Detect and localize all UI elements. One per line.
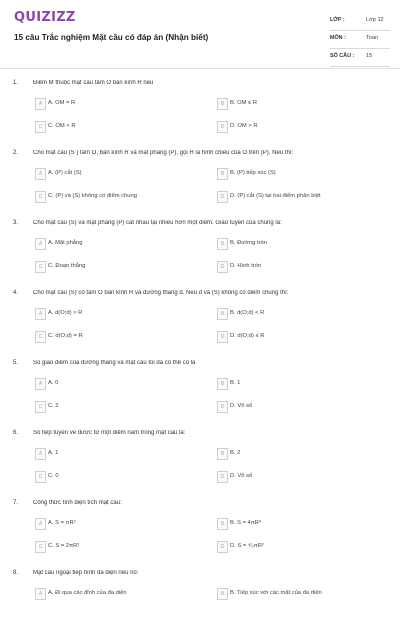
option-b[interactable]	[217, 168, 391, 179]
option-d[interactable]	[217, 401, 391, 412]
option-text: D. S = ⁴⁄₃πR²	[230, 543, 264, 549]
question-text: Cho mặt cầu (S ) tâm O, bán kính R và mặt phẳng (P), gọi H là hình chiếu của O trên (P). Nếu thì:	[33, 150, 294, 156]
meta-label: LỚP :	[330, 17, 345, 23]
option-a[interactable]	[35, 448, 209, 459]
question-number: 8.	[13, 570, 19, 576]
question-item	[0, 288, 400, 358]
option-text: C. (P) và (S) không có điểm chung	[48, 193, 137, 199]
option-a[interactable]	[35, 238, 209, 249]
question-text: Công thức tính diện tích mặt cầu:	[33, 500, 122, 506]
question-item	[0, 568, 400, 638]
option-d[interactable]	[217, 261, 391, 272]
question-number: 6.	[13, 430, 19, 436]
option-text: B. Đường tròn	[230, 240, 268, 246]
option-text: A. 0	[48, 380, 59, 386]
question-number: 4.	[13, 290, 19, 296]
option-text: D. (P) cắt (S) tại hai điểm phân biệt	[230, 193, 321, 199]
meta-value: Lớp 12	[366, 17, 384, 23]
option-a[interactable]	[35, 588, 209, 599]
option-letter: C	[35, 401, 46, 413]
option-d[interactable]	[217, 191, 391, 202]
option-letter: B	[217, 378, 228, 390]
option-text: A. OM = R	[48, 100, 76, 106]
option-text: B. S = 4πR³	[230, 520, 261, 526]
option-a[interactable]	[35, 168, 209, 179]
option-text: C. Đoạn thẳng	[48, 263, 86, 269]
option-letter: B	[217, 448, 228, 460]
question-number: 2.	[13, 150, 19, 156]
option-letter: A	[35, 98, 46, 110]
option-b[interactable]	[217, 518, 391, 529]
option-letter: C	[35, 261, 46, 273]
question-number: 3.	[13, 220, 19, 226]
option-b[interactable]	[217, 98, 391, 109]
option-text: D. Vô số	[230, 403, 253, 409]
option-text: C. S = 2πR²	[48, 543, 80, 549]
option-letter: B	[217, 308, 228, 320]
option-letter: D	[217, 541, 228, 553]
meta-row-grade	[330, 13, 390, 31]
option-letter: D	[217, 331, 228, 343]
option-text: B. OM ≤ R	[230, 100, 258, 106]
question-item	[0, 218, 400, 288]
option-d[interactable]	[217, 331, 391, 342]
meta-row-count	[330, 49, 390, 67]
option-text: B. d(O;d) < R	[230, 310, 265, 316]
question-text: Mặt cầu ngoại tiếp hình đa diện nếu nó:	[33, 570, 139, 576]
option-c[interactable]	[35, 541, 209, 552]
option-b[interactable]	[217, 308, 391, 319]
option-text: A. S = πR²	[48, 520, 76, 526]
option-letter: C	[35, 121, 46, 133]
meta-label: MÔN :	[330, 35, 346, 41]
option-text: D. Vô số	[230, 473, 253, 479]
meta-value: Toán	[366, 35, 379, 41]
option-letter: C	[35, 191, 46, 203]
option-letter: A	[35, 308, 46, 320]
option-letter: A	[35, 448, 46, 460]
option-b[interactable]	[217, 588, 391, 599]
option-letter: D	[217, 471, 228, 483]
option-letter: B	[217, 98, 228, 110]
question-text: Điểm M thuộc mặt cầu tâm O bán kính R nếu	[33, 80, 154, 86]
question-list	[0, 78, 400, 638]
option-a[interactable]	[35, 378, 209, 389]
option-text: B. (P) tiếp xúc (S)	[230, 170, 276, 176]
option-letter: D	[217, 121, 228, 133]
option-letter: A	[35, 378, 46, 390]
option-letter: D	[217, 191, 228, 203]
option-letter: B	[217, 588, 228, 600]
option-c[interactable]	[35, 261, 209, 272]
option-d[interactable]	[217, 471, 391, 482]
option-text: A. d(O;d) > R	[48, 310, 83, 316]
option-letter: C	[35, 471, 46, 483]
option-text: B. 2	[230, 450, 241, 456]
option-c[interactable]	[35, 191, 209, 202]
option-letter: B	[217, 518, 228, 530]
option-b[interactable]	[217, 448, 391, 459]
option-text: C. 2	[48, 403, 59, 409]
question-item	[0, 498, 400, 568]
option-text: A. Đi qua các đỉnh của đa diện	[48, 590, 127, 596]
option-c[interactable]	[35, 121, 209, 132]
option-text: B. Tiếp xúc với các mặt của đa diện	[230, 590, 322, 596]
option-letter: B	[217, 168, 228, 180]
option-text: C. 0	[48, 473, 59, 479]
meta-value: 15	[366, 53, 373, 59]
option-letter: C	[35, 541, 46, 553]
option-letter: D	[217, 401, 228, 413]
question-item	[0, 148, 400, 218]
meta-row-subject	[330, 31, 390, 49]
question-text: Cho mặt cầu (S) và mặt phẳng (P) cắt nhau tại nhiều hơn một điểm. Giao tuyến của chúng là:	[33, 220, 282, 226]
option-text: B. 1	[230, 380, 241, 386]
option-letter: A	[35, 168, 46, 180]
meta-info	[330, 13, 390, 67]
option-c[interactable]	[35, 471, 209, 482]
option-text: A. 1	[48, 450, 59, 456]
option-d[interactable]	[217, 541, 391, 552]
option-letter: A	[35, 238, 46, 250]
quizizz-logo: QUIZIZZ	[14, 10, 76, 25]
option-text: D. OM > R	[230, 123, 258, 129]
option-letter: D	[217, 261, 228, 273]
question-item	[0, 428, 400, 498]
question-number: 1.	[13, 80, 19, 86]
option-text: C. d(O;d) = R	[48, 333, 83, 339]
question-text: Số giao điểm của đường thẳng và mặt cầu tối đa có thể có là	[33, 360, 196, 366]
option-b[interactable]	[217, 238, 391, 249]
option-d[interactable]	[217, 121, 391, 132]
option-b[interactable]	[217, 378, 391, 389]
page-header	[0, 0, 400, 66]
question-item	[0, 78, 400, 148]
question-item	[0, 358, 400, 428]
option-letter: A	[35, 588, 46, 600]
option-c[interactable]	[35, 401, 209, 412]
option-text: D. Hình tròn	[230, 263, 262, 269]
question-text: Số tiếp tuyến vẽ được từ một điểm nằm trong mặt cầu là:	[33, 430, 186, 436]
option-text: D. d(O;d) ≤ R	[230, 333, 265, 339]
option-letter: A	[35, 518, 46, 530]
option-text: A. Mặt phẳng	[48, 240, 83, 246]
question-text: Cho mặt cầu (S) có tâm O bán kính R và đường thẳng d. Nếu d và (S) không có điểm chung thì:	[33, 290, 289, 296]
option-a[interactable]	[35, 308, 209, 319]
option-a[interactable]	[35, 98, 209, 109]
header-divider	[0, 68, 400, 69]
option-letter: B	[217, 238, 228, 250]
question-number: 7.	[13, 500, 19, 506]
option-text: A. (P) cắt (S)	[48, 170, 82, 176]
page-title: 15 câu Trắc nghiệm Mặt cầu có đáp án (Nhận biết)	[14, 33, 209, 42]
meta-label: SỐ CÂU :	[330, 53, 355, 59]
option-c[interactable]	[35, 331, 209, 342]
option-a[interactable]	[35, 518, 209, 529]
option-text: C. OM < R	[48, 123, 76, 129]
question-number: 5.	[13, 360, 19, 366]
option-letter: C	[35, 331, 46, 343]
